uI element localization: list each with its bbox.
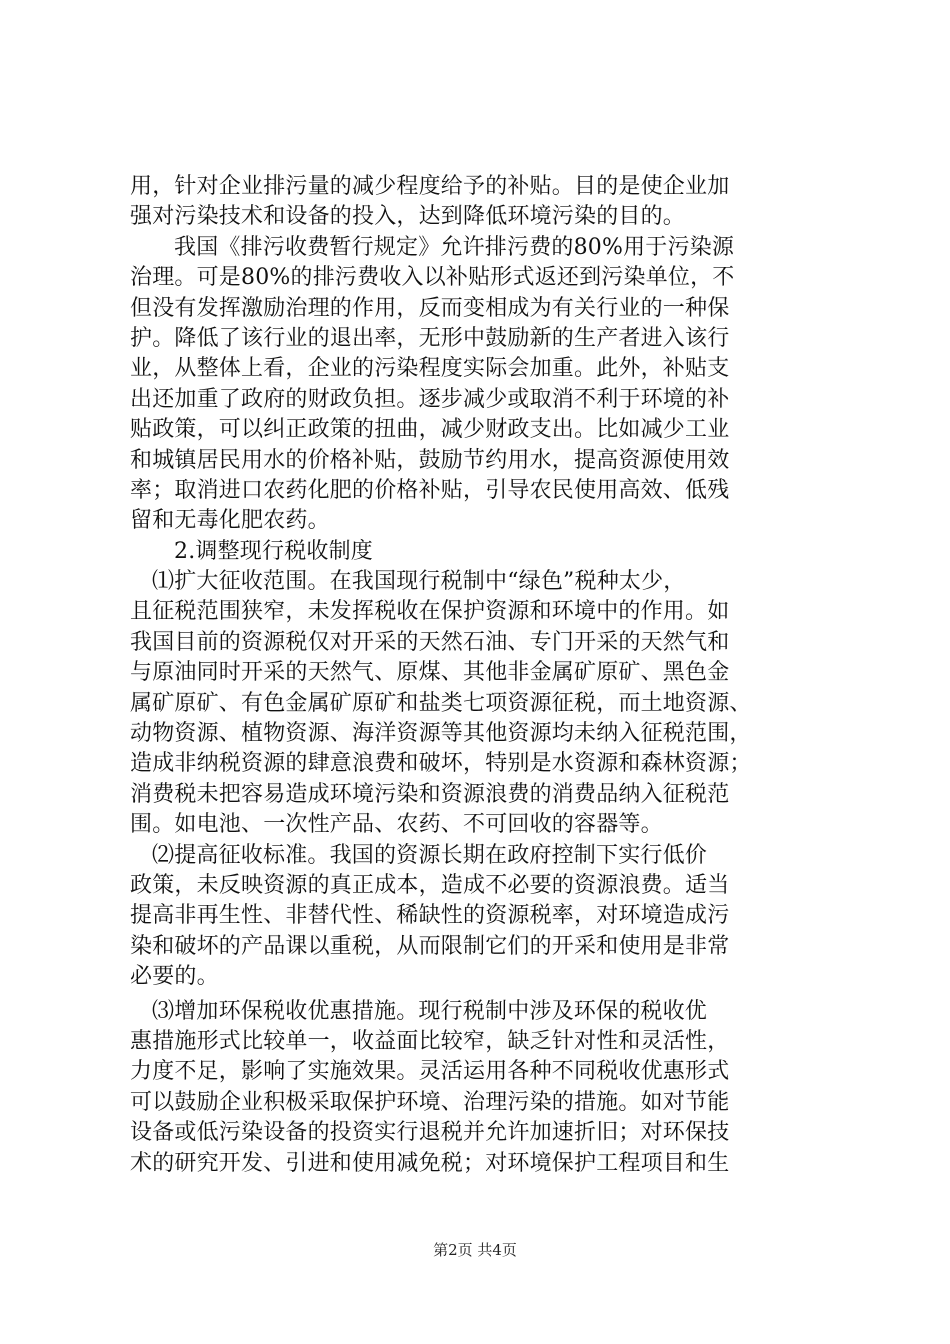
text-line: 强对污染技术和设备的投入，达到降低环境污染的目的。 [130,204,686,230]
text-line: 政策，未反映资源的真正成本，造成不必要的资源浪费。适当 [130,872,730,898]
text-line: 设备或低污染设备的投资实行退税并允许加速折旧；对环保技 [130,1120,730,1146]
text-line: 我国目前的资源税仅对开采的天然石油、专门开采的天然气和 [130,629,730,655]
paragraph-start: ⑵提高征收标准。我国的资源长期在政府控制下实行低价 [152,842,708,868]
text-line: 和城镇居民用水的价格补贴，鼓励节约用水，提高资源使用效 [130,447,730,473]
text-line: 造成非纳税资源的肆意浪费和破坏，特别是水资源和森林资源； [130,751,752,777]
text-line: 染和破坏的产品课以重税，从而限制它们的开采和使用是非常 [130,933,730,959]
section-heading: 2.调整现行税收制度 [174,538,373,564]
paragraph-start: ⑶增加环保税收优惠措施。现行税制中涉及环保的税收优 [152,998,708,1024]
text-line: 用，针对企业排污量的减少程度给予的补贴。目的是使企业加 [130,174,730,199]
text-line: 出还加重了政府的财政负担。逐步减少或取消不利于环境的补 [130,386,730,412]
text-line: 力度不足，影响了实施效果。灵活运用各种不同税收优惠形式 [130,1059,730,1085]
page-footer: 第2页 共4页 [433,1241,517,1259]
text-line: 围。如电池、一次性产品、农药、不可回收的容器等。 [130,812,663,838]
text-line: 且征税范围狭窄，未发挥税收在保护资源和环境中的作用。如 [130,599,730,625]
text-line: 率；取消进口农药化肥的价格补贴，引导农民使用高效、低残 [130,477,730,503]
text-line: 术的研究开发、引进和使用减免税；对环境保护工程项目和生 [130,1150,730,1176]
text-line: 护。降低了该行业的退出率，无形中鼓励新的生产者进入该行 [130,325,730,351]
text-line: 留和无毒化肥农药。 [130,508,330,534]
text-line: 属矿原矿、有色金属矿原矿和盐类七项资源征税，而土地资源、 [130,690,752,716]
paragraph-start: 我国《排污收费暂行规定》允许排污费的80%用于污染源 [174,234,735,260]
paragraph-start: ⑴扩大征收范围。在我国现行税制中“绿色”税种太少， [152,569,686,595]
text-line: 业，从整体上看，企业的污染程度实际会加重。此外，补贴支 [130,356,730,382]
text-line: 贴政策，可以纠正政策的扭曲，减少财政支出。比如减少工业 [130,417,730,443]
text-line: 可以鼓励企业积极采取保护环境、治理污染的措施。如对节能 [130,1089,730,1115]
text-line: 消费税未把容易造成环境污染和资源浪费的消费品纳入征税范 [130,781,730,807]
text-line: 动物资源、植物资源、海洋资源等其他资源均未纳入征税范围， [130,721,752,747]
text-line: 但没有发挥激励治理的作用，反而变相成为有关行业的一种保 [130,295,730,321]
text-line: 提高非再生性、非替代性、稀缺性的资源税率，对环境造成污 [130,903,730,929]
text-line: 治理。可是80%的排污费收入以补贴形式返还到污染单位，不 [130,265,735,291]
text-line: 必要的。 [130,964,219,990]
text-line: 与原油同时开采的天然气、原煤、其他非金属矿原矿、黑色金 [130,660,730,686]
text-line: 惠措施形式比较单一，收益面比较窄，缺乏针对性和灵活性， [130,1028,730,1054]
body-text [130,172,830,1179]
